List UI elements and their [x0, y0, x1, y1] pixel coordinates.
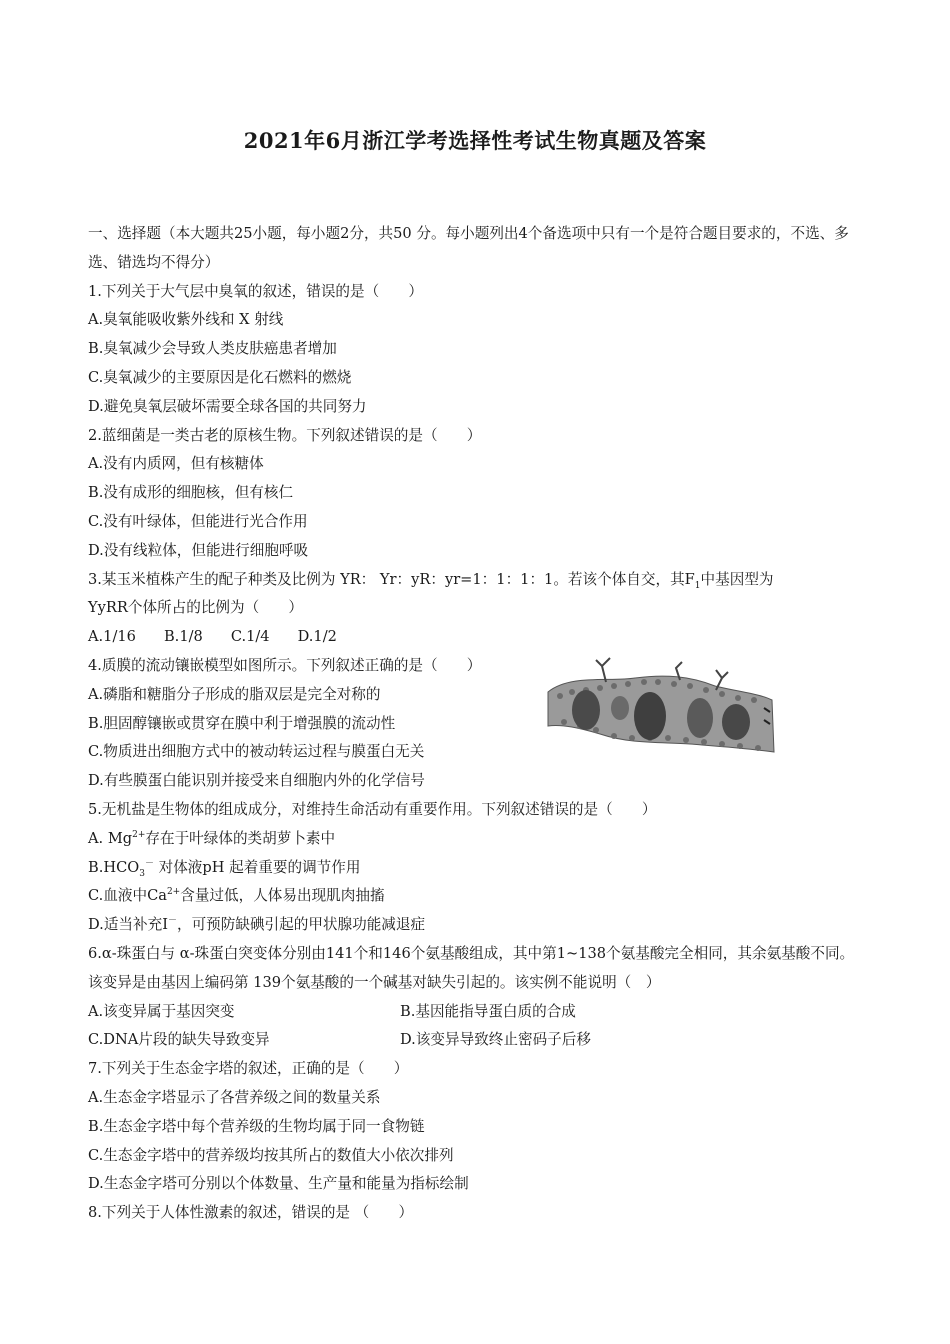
q1-option-b: B.臭氧减少会导致人类皮肤癌患者增加	[88, 340, 337, 358]
q6-option-a: A.该变异属于基因突变	[88, 1002, 235, 1020]
q2-option-a: A.没有内质网，但有核糖体	[88, 455, 264, 473]
q2-stem: 2.蓝细菌是一类古老的原核生物。下列叙述错误的是（ ）	[88, 426, 482, 444]
q5-option-a: A. $Mg^{2+}$存在于叶绿体的类胡萝卜素中	[88, 829, 336, 847]
q2-option-d: D.没有线粒体，但能进行细胞呼吸	[88, 541, 309, 559]
q6-options-row2	[88, 1026, 863, 1055]
q3-option-b: B.1/8	[163, 628, 203, 646]
q7-option-a: A.生态金字塔显示了各营养级之间的数量关系	[88, 1088, 381, 1106]
q6-stem: 6.α-珠蛋白与 α-珠蛋白突变体分别由141个和146个氨基酸组成，其中第1~138个氨基酸完全相同，其余氨基酸不同。该变异是由基因上编码第 139个氨基酸的一个碱基对缺失引起的。该实例不能说明（ ）	[88, 944, 855, 991]
q7-option-b: B.生态金字塔中每个营养级的生物均属于同一食物链	[88, 1117, 425, 1135]
q6-option-b: B.基因能指导蛋白质的合成	[400, 1002, 576, 1020]
q1-stem: 1.下列关于大气层中臭氧的叙述，错误的是（ ）	[88, 282, 423, 300]
q6-options-row1	[88, 998, 863, 1027]
q5-option-d: D.适当补充I－，可预防缺碘引起的甲状腺功能减退症	[88, 916, 426, 934]
q5-option-b: $B.HCO_3^-$ 对体液pH 起着重要的调节作用	[88, 858, 361, 879]
q3-stem: 3.某玉米植株产生的配子种类及比例为 YR： Yr：yR：yr=1：1：1：1。若该个体自交，其$F_1$中基因型为	[88, 570, 774, 591]
q3-option-d: D.1/2	[297, 628, 337, 646]
q3-options	[88, 623, 863, 652]
q4-stem: 4.质膜的流动镶嵌模型如图所示。下列叙述正确的是（ ）	[88, 656, 482, 674]
q6-option-d: D.该变异导致终止密码子后移	[400, 1031, 591, 1049]
q6-option-c: C.DNA片段的缺失导致变异	[88, 1031, 270, 1049]
q3-stem-line2: YyRR个体所占的比例为（ ）	[88, 599, 303, 617]
q7-option-c: C.生态金字塔中的营养级均按其所占的数值大小依次排列	[88, 1146, 454, 1164]
q1-option-a: A.臭氧能吸收紫外线和 X 射线	[88, 311, 284, 329]
q7-option-d: D.生态金字塔可分别以个体数量、生产量和能量为指标绘制	[88, 1175, 469, 1193]
section-intro: 一、选择题（本大题共25小题，每小题2分，共50 分。每小题列出4个备选项中只有一个是符合题目要求的，不选、多选、错选均不得分）	[88, 225, 849, 271]
q2-option-c: C.没有叶绿体，但能进行光合作用	[88, 512, 308, 530]
q4-option-c: C.物质进出细胞方式中的被动转运过程与膜蛋白无关	[88, 743, 425, 761]
q4-option-d: D.有些膜蛋白能识别并接受来自细胞内外的化学信号	[88, 772, 425, 790]
q1-option-c: C.臭氧减少的主要原因是化石燃料的燃烧	[88, 368, 352, 386]
q7-stem: 7.下列关于生态金字塔的叙述，正确的是（ ）	[88, 1060, 409, 1078]
q4-option-a: A.磷脂和糖脂分子形成的脂双层是完全对称的	[88, 685, 381, 703]
q1-option-d: D.避免臭氧层破坏需要全球各国的共同努力	[88, 397, 367, 415]
q8-stem: 8.下列关于人体性激素的叙述，错误的是 （ ）	[88, 1204, 414, 1222]
q3-option-a: A.1/16	[88, 628, 136, 646]
q2-option-b: B.没有成形的细胞核，但有核仁	[88, 484, 294, 502]
q3-option-c: C.1/4	[230, 628, 270, 646]
membrane-model-figure	[540, 652, 780, 762]
q5-stem: 5.无机盐是生物体的组成成分，对维持生命活动有重要作用。下列叙述错误的是（ ）	[88, 800, 657, 818]
q4-option-b: B.胆固醇镶嵌或贯穿在膜中利于增强膜的流动性	[88, 714, 396, 732]
q5-option-c: C.血液中$Ca^{2+}$含量过低，人体易出现肌肉抽搐	[88, 887, 385, 905]
page-title: 2021年6月浙江学考选择性考试生物真题及答案	[243, 128, 707, 153]
